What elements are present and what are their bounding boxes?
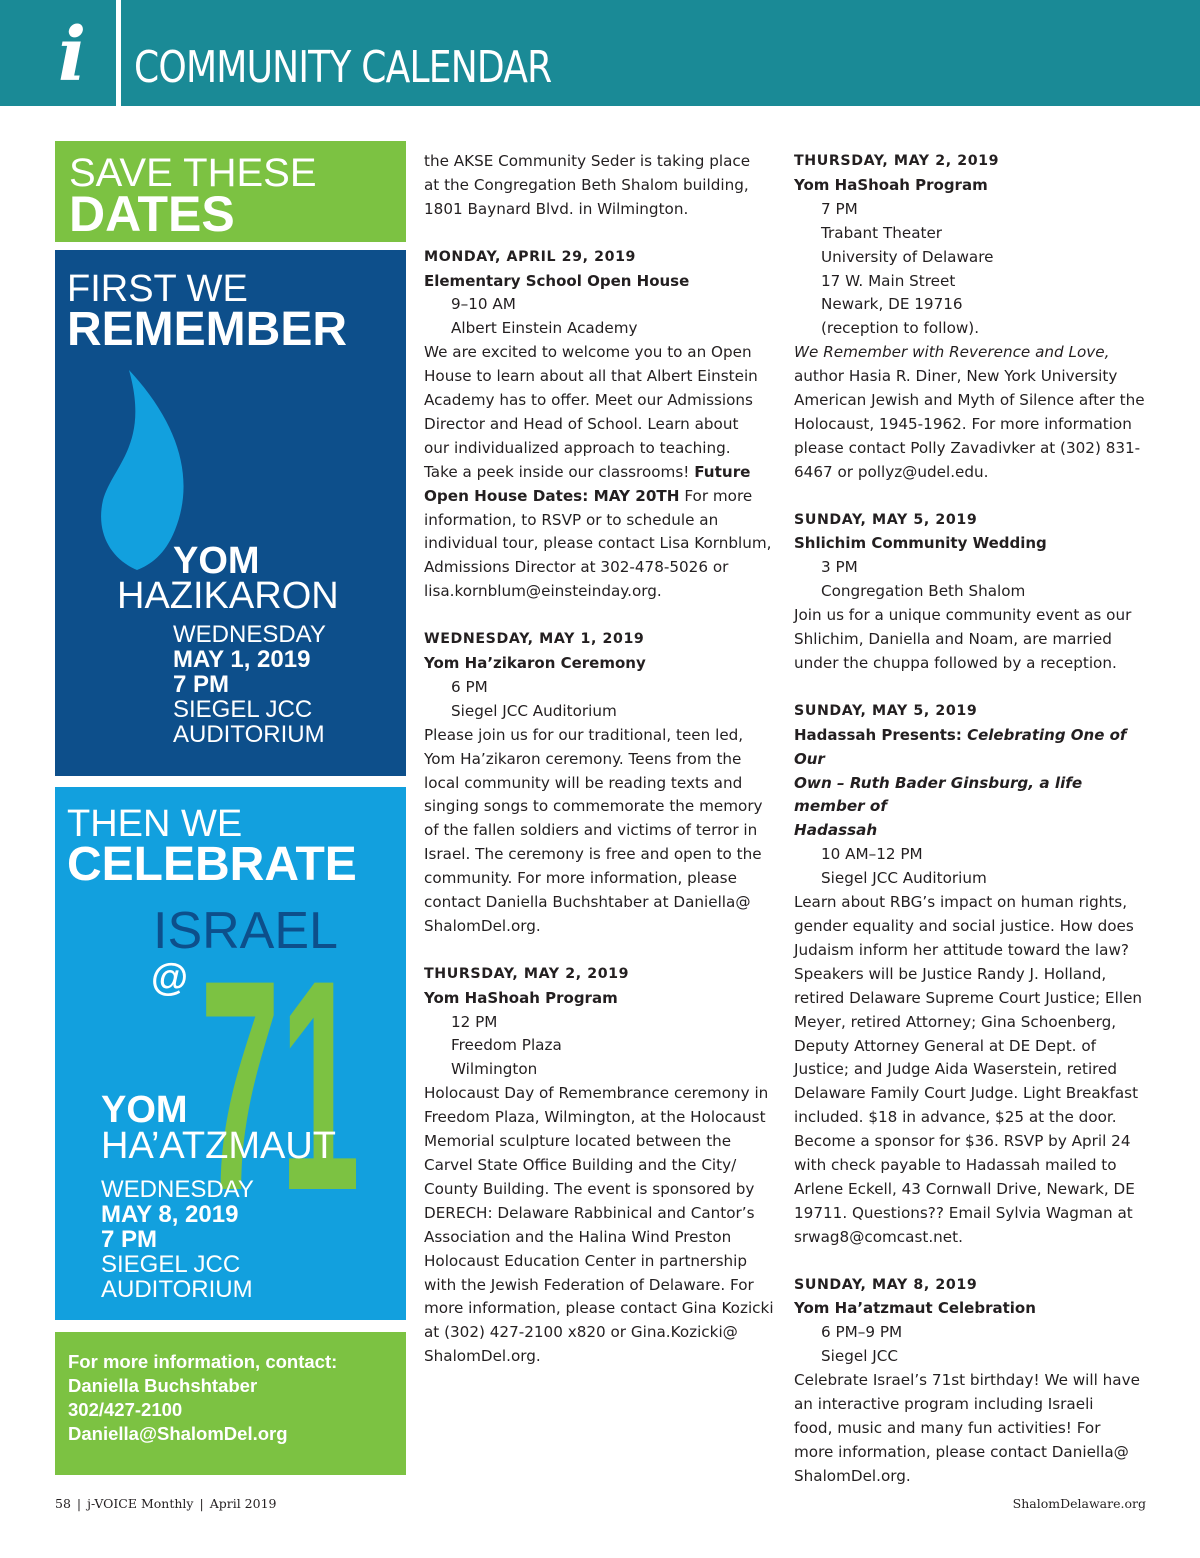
header-divider xyxy=(116,0,121,106)
celebrate-line1: THEN WE xyxy=(67,803,243,845)
event-body-line: Freedom Plaza, Wilmington, at the Holocaust xyxy=(424,1108,766,1127)
event-body-line: Academy has to offer. Meet our Admissions xyxy=(424,391,753,410)
event-title: Yom HaShoah Program xyxy=(794,175,988,194)
event-detail: Newark, DE 19716 xyxy=(821,295,963,314)
event-body-line: more information, please contact Gina Kozicki xyxy=(424,1299,774,1318)
event-body-line: Director and Head of School. Learn about xyxy=(424,414,739,433)
publication-name: j-VOICE Monthly xyxy=(87,1496,194,1511)
event-body-line: with check payable to Hadassah mailed to xyxy=(794,1156,1117,1175)
contact-heading: For more information, contact: xyxy=(68,1351,338,1372)
body-bold: Open House Dates: MAY 20TH xyxy=(424,486,680,505)
event-date: SUNDAY, MAY 8, 2019 xyxy=(794,1276,978,1293)
remember-line2: REMEMBER xyxy=(67,303,348,356)
event-body-line: DERECH: Delaware Rabbinical and Cantor’s xyxy=(424,1203,755,1222)
event-detail: University of Delaware xyxy=(821,247,994,266)
event-detail: Siegel JCC Auditorium xyxy=(451,701,617,720)
event-detail: 6 PM xyxy=(451,677,488,696)
event-body-line xyxy=(424,485,784,509)
event-body-line: Carvel State Office Building and the City/ xyxy=(424,1156,737,1175)
event-body-line: of the fallen soldiers and victims of terror in xyxy=(424,821,758,840)
event-body-line: Memorial sculpture located between the xyxy=(424,1132,732,1151)
event-date: SUNDAY, MAY 5, 2019 xyxy=(794,702,978,719)
event-body-line: Celebrate Israel’s 71st birthday! We will have xyxy=(794,1371,1140,1390)
event-body-line: House to learn about all that Albert Einstein xyxy=(424,367,758,386)
body-text: Take a peek inside our classrooms! xyxy=(424,462,695,481)
title-italic: Celebrating One of Our xyxy=(794,725,1127,768)
contact-name: Daniella Buchshtaber xyxy=(68,1375,258,1396)
event-title: Shlichim Community Wedding xyxy=(794,534,1047,553)
title-prefix: Hadassah Presents: xyxy=(794,725,968,744)
celebrate-line2: CELEBRATE xyxy=(67,838,357,891)
event-date: MONDAY, APRIL 29, 2019 xyxy=(424,248,637,265)
celebrate-event-line2: HA’ATZMAUT xyxy=(101,1125,337,1167)
event-body-line: under the chuppa followed by a reception. xyxy=(794,654,1117,673)
remember-box xyxy=(55,250,406,776)
event-book-title: We Remember with Reverence and Love, xyxy=(794,343,1110,362)
event-title: Elementary School Open House xyxy=(424,271,690,290)
event-body-line: food, music and many fun activities! For xyxy=(794,1418,1101,1437)
contact-phone: 302/427-2100 xyxy=(68,1399,183,1420)
event-body-line: srwag8@comcast.net. xyxy=(794,1227,963,1246)
event-detail: Siegel JCC Auditorium xyxy=(821,869,987,888)
event-body-line: information, to RSVP or to schedule an xyxy=(424,510,719,529)
remember-line1: FIRST WE xyxy=(67,268,248,310)
celebrate-date: MAY 8, 2019 xyxy=(101,1201,239,1228)
remember-event-line2: HAZIKARON xyxy=(117,575,339,617)
event-body-line: County Building. The event is sponsored by xyxy=(424,1179,755,1198)
event-detail: Siegel JCC xyxy=(821,1347,898,1366)
event-body-line xyxy=(424,461,784,485)
event-detail: 7 PM xyxy=(821,199,858,218)
event-detail: 17 W. Main Street xyxy=(821,271,956,290)
event-body-line: ShalomDel.org. xyxy=(424,916,541,935)
event-detail: 12 PM xyxy=(451,1012,498,1031)
contact-box xyxy=(55,1332,406,1475)
event-body-line: Delaware Family Court Judge. Light Breakfast xyxy=(794,1084,1139,1103)
event-date: WEDNESDAY, MAY 1, 2019 xyxy=(424,631,645,648)
celebrate-time: 7 PM xyxy=(101,1226,158,1253)
israel-label: ISRAEL xyxy=(153,902,338,960)
event-date: SUNDAY, MAY 5, 2019 xyxy=(794,511,978,528)
event-body-line: American Jewish and Myth of Silence after the xyxy=(794,391,1145,410)
remember-venue2: AUDITORIUM xyxy=(173,721,325,748)
body-text: For more xyxy=(679,486,753,505)
event-body-line: ShalomDel.org. xyxy=(424,1347,541,1366)
celebrate-venue2: AUDITORIUM xyxy=(101,1276,253,1303)
event-date: THURSDAY, MAY 2, 2019 xyxy=(424,965,630,982)
event-body-line: 19711. Questions?? Email Sylvia Wagman at xyxy=(794,1203,1133,1222)
event-body-line: contact Daniella Buchshtaber at Daniella@ xyxy=(424,893,751,912)
page-header xyxy=(0,0,1200,106)
info-icon: i xyxy=(58,12,87,98)
save-line1: SAVE THESE xyxy=(69,151,317,195)
event-body-line: Arlene Eckell, 43 Cornwall Drive, Newark, DE xyxy=(794,1179,1135,1198)
event-body-line: author Hasia R. Diner, New York University xyxy=(794,367,1118,386)
save-dates-box xyxy=(55,141,406,242)
event-body-line: gender equality and social justice. How does xyxy=(794,916,1134,935)
event-detail: 3 PM xyxy=(821,558,858,577)
column-1 xyxy=(424,150,784,1369)
event-title: Yom Ha’zikaron Ceremony xyxy=(424,654,646,672)
event-body-line: an interactive program including Israeli xyxy=(794,1395,1094,1414)
remember-venue1: SIEGEL JCC xyxy=(173,696,313,723)
event-body-line: individual tour, please contact Lisa Kornblum, xyxy=(424,534,772,553)
event-body-line: Justice; and Judge Aida Waserstein, retired xyxy=(794,1060,1118,1079)
body-bold: Future xyxy=(694,462,751,481)
event-body-line: Association and the Halina Wind Preston xyxy=(424,1227,732,1246)
event-body-line: Holocaust, 1945-1962. For more information xyxy=(794,414,1132,433)
event-title xyxy=(794,724,1154,772)
event-body-line: included. $18 in advance, $25 at the door. xyxy=(794,1108,1117,1127)
intro-line: the AKSE Community Seder is taking place xyxy=(424,152,751,170)
celebrate-day: WEDNESDAY xyxy=(101,1176,254,1203)
event-date: THURSDAY, MAY 2, 2019 xyxy=(794,153,1000,169)
remember-day: WEDNESDAY xyxy=(173,621,326,648)
event-detail: 10 AM–12 PM xyxy=(821,845,923,864)
footer-website[interactable]: ShalomDelaware.org xyxy=(1012,1496,1146,1511)
event-detail: Congregation Beth Shalom xyxy=(821,582,1026,601)
event-body-line: local community will be reading texts and xyxy=(424,773,743,792)
event-detail: 6 PM–9 PM xyxy=(821,1323,903,1342)
celebrate-event-line1: YOM xyxy=(101,1089,188,1131)
event-body-line: ShalomDel.org. xyxy=(794,1466,911,1485)
event-body-line: Yom Ha’zikaron ceremony. Teens from the xyxy=(424,749,742,768)
event-detail: 9–10 AM xyxy=(451,295,516,314)
event-body-line: Meyer, retired Attorney; Gina Schoenberg, xyxy=(794,1012,1117,1031)
celebrate-box xyxy=(55,787,406,1320)
save-line2: DATES xyxy=(69,186,235,242)
event-body-line: singing songs to commemorate the memory xyxy=(424,797,763,816)
remember-event-line1: YOM xyxy=(173,540,260,582)
column-2 xyxy=(794,150,1154,1489)
remember-time: 7 PM xyxy=(173,671,230,698)
event-body-line: Israel. The ceremony is free and open to the xyxy=(424,845,762,864)
event-body-line: Please join us for our traditional, teen led, xyxy=(424,725,744,744)
event-body-line: community. For more information, please xyxy=(424,869,737,888)
event-body-line: lisa.kornblum@einsteinday.org. xyxy=(424,582,662,601)
event-title: Own – Ruth Bader Ginsburg, a life member of xyxy=(794,773,1083,816)
event-body-line: retired Delaware Supreme Court Justice; Ellen xyxy=(794,988,1143,1007)
remember-date: MAY 1, 2019 xyxy=(173,646,311,673)
event-body-line: Learn about RBG’s impact on human rights, xyxy=(794,893,1128,912)
intro-line: 1801 Baynard Blvd. in Wilmington. xyxy=(424,199,689,218)
issue-date: April 2019 xyxy=(209,1496,277,1511)
event-detail: Freedom Plaza xyxy=(451,1036,562,1055)
celebrate-venue1: SIEGEL JCC xyxy=(101,1251,241,1278)
event-body-line: at (302) 427-2100 x820 or Gina.Kozicki@ xyxy=(424,1323,738,1342)
page-number: 58 xyxy=(55,1496,71,1511)
event-body-line: Speakers will be Justice Randy J. Holland, xyxy=(794,964,1107,983)
event-body-line: We are excited to welcome you to an Open xyxy=(424,343,752,362)
page-footer: 58 | j-VOICE Monthly | April 2019 xyxy=(55,1496,277,1511)
event-body-line: Holocaust Day of Remembrance ceremony in xyxy=(424,1084,769,1103)
event-detail: Wilmington xyxy=(451,1060,538,1079)
event-body-line: with the Jewish Federation of Delaware. For xyxy=(424,1275,754,1294)
at-symbol: @ xyxy=(151,957,189,999)
page-title: COMMUNITY CALENDAR xyxy=(134,42,552,93)
event-body-line: 6467 or pollyz@udel.edu. xyxy=(794,462,989,481)
contact-email[interactable]: Daniella@ShalomDel.org xyxy=(68,1423,288,1444)
event-title: Yom HaShoah Program xyxy=(424,988,618,1007)
event-body-line: Judaism inform her attitude toward the law? xyxy=(794,940,1129,959)
event-title: Yom Ha’atzmaut Celebration xyxy=(794,1299,1036,1318)
event-title: Hadassah xyxy=(794,821,878,840)
number-71-text: 71 xyxy=(200,957,360,1197)
event-detail: Albert Einstein Academy xyxy=(451,319,638,338)
event-body-line: Become a sponsor for $36. RSVP by April 24 xyxy=(794,1132,1131,1151)
event-body-line: Join us for a unique community event as our xyxy=(794,606,1132,625)
event-detail: Trabant Theater xyxy=(821,223,943,242)
event-body-line: Holocaust Education Center in partnership xyxy=(424,1251,748,1270)
event-body-line: more information, please contact Daniella@ xyxy=(794,1442,1129,1461)
event-body-line: Admissions Director at 302-478-5026 or xyxy=(424,558,729,577)
event-body-line: Deputy Attorney General at DE Dept. of xyxy=(794,1036,1096,1055)
event-body-line: our individualized approach to teaching. xyxy=(424,438,731,457)
event-detail: (reception to follow). xyxy=(821,319,980,338)
event-body-line: Shlichim, Daniella and Noam, are married xyxy=(794,630,1112,649)
event-body-line: please contact Polly Zavadivker at (302) 831- xyxy=(794,438,1141,457)
intro-line: at the Congregation Beth Shalom building, xyxy=(424,175,749,194)
